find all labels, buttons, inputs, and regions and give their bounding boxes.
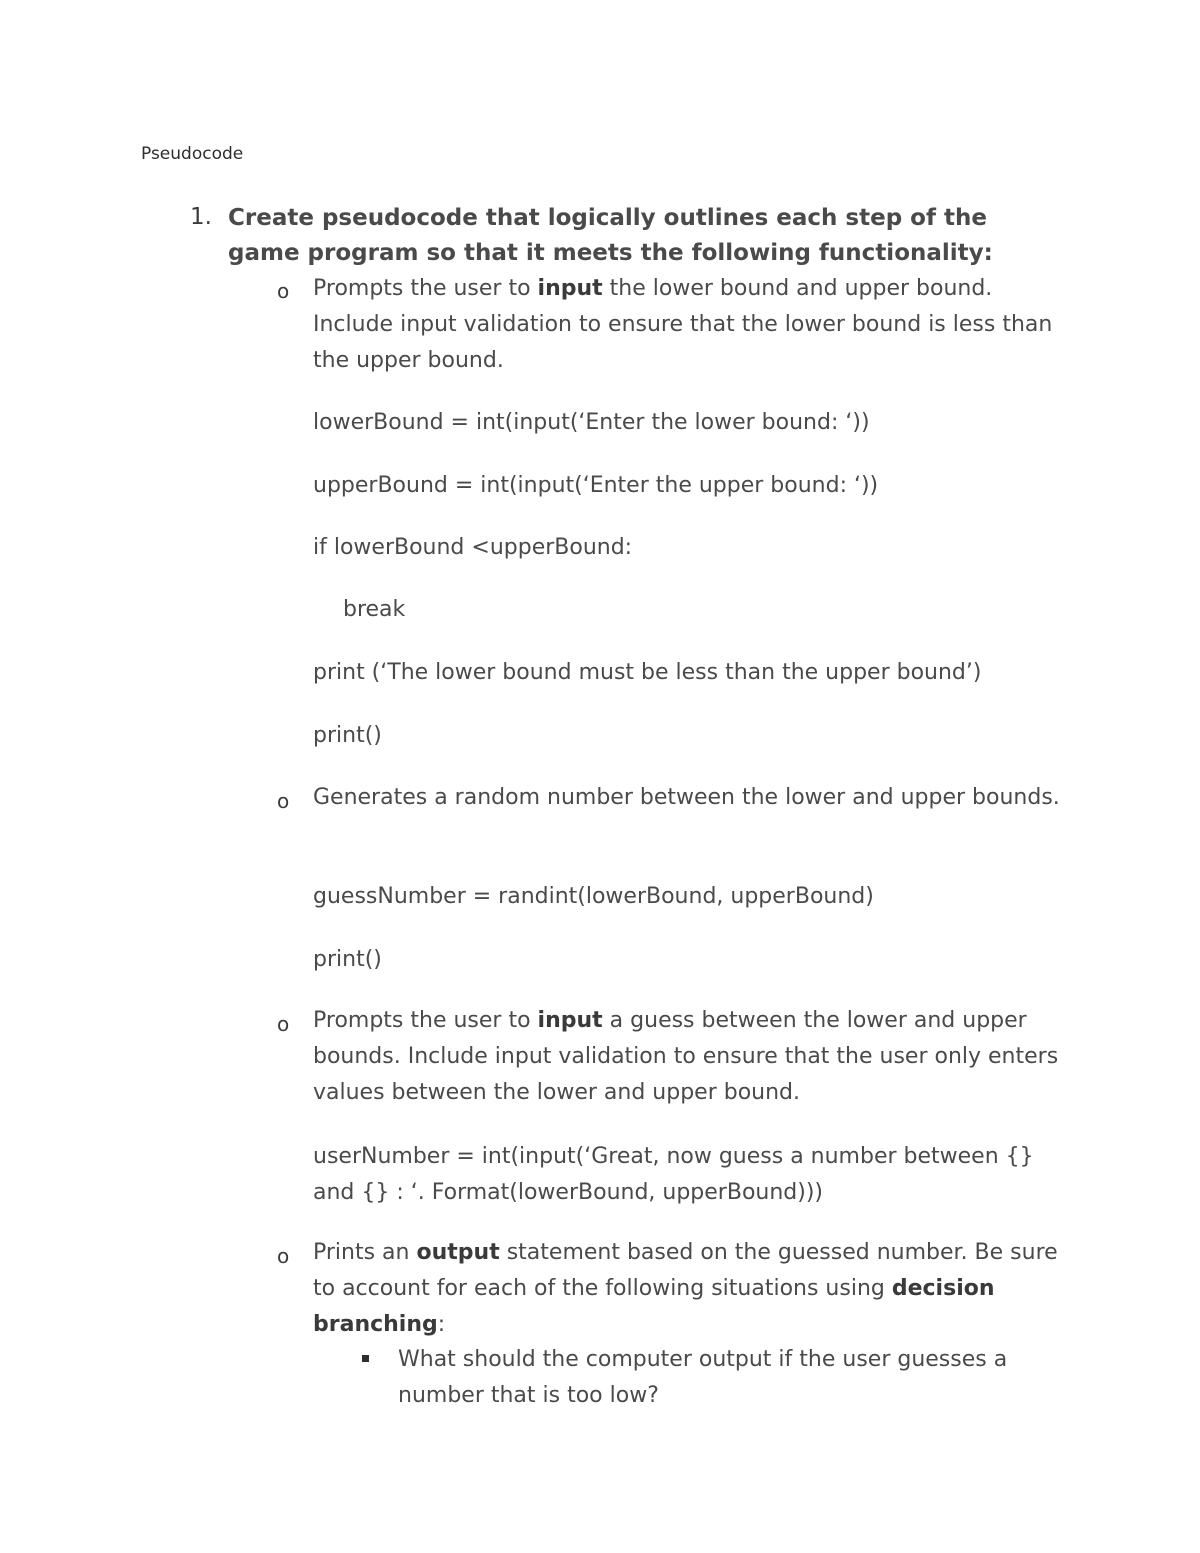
code-line: guessNumber = randint(lowerBound, upperBound) (313, 884, 874, 909)
code-line: if lowerBound <upperBound: (313, 535, 633, 560)
code-line: break (343, 597, 406, 622)
list-item-input-bounds: Prompts the user to input the lower bound and upper bound. Include input validation to ensure that the lower bound is less than the upper bound. (313, 276, 1053, 373)
code-line: lowerBound = int(input(‘Enter the lower bound: ‘)) (313, 410, 870, 435)
bullet-icon: o (277, 279, 290, 303)
code-line: print() (313, 947, 382, 972)
question-number: 1. (190, 204, 212, 230)
bullet-icon: o (277, 1244, 290, 1268)
bullet-icon: o (277, 789, 290, 813)
list-item-output: Prints an output statement based on the guessed number. Be sure to account for each of the following situations using decision branching: (313, 1240, 1058, 1337)
bullet-icon: o (277, 1012, 290, 1036)
document-heading: Pseudocode (141, 144, 244, 164)
question-text: Create pseudocode that logically outlines each step of the game program so that it meets the following functionality: (228, 205, 993, 266)
code-line: userNumber = int(input(‘Great, now guess a number between {} and {} : ‘. Format(lowerBound, upperBound))) (313, 1144, 1034, 1205)
code-line: print (‘The lower bound must be less than the upper bound’) (313, 660, 982, 685)
code-line: upperBound = int(input(‘Enter the upper bound: ‘)) (313, 473, 879, 498)
square-bullet-icon (362, 1355, 369, 1362)
sub-list-item: What should the computer output if the user guesses a number that is too low? (398, 1347, 1008, 1408)
list-item-input-guess: Prompts the user to input a guess between the lower and upper bounds. Include input validation to ensure that the user only enters values between the lower and upper bound. (313, 1008, 1059, 1105)
list-item-random-number: Generates a random number between the lower and upper bounds. (313, 785, 1060, 810)
code-line: print() (313, 723, 382, 748)
